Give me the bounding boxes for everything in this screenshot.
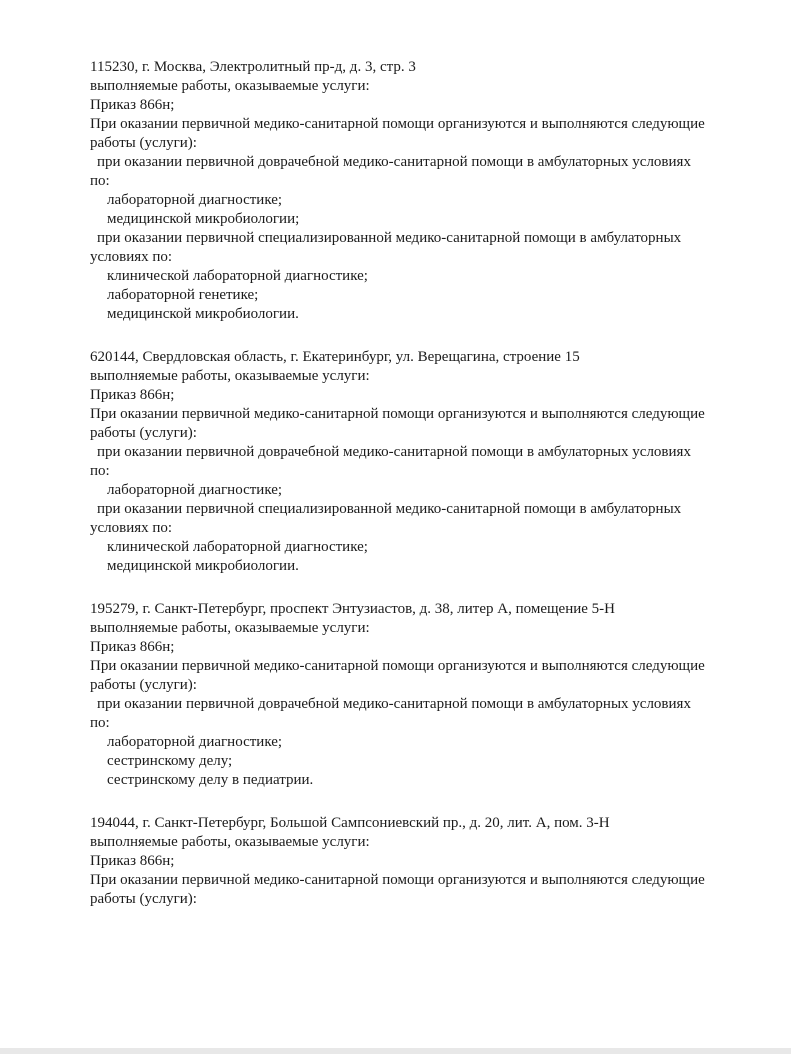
- service-text-line: при оказании первичной специализированной медико-санитарной помощи в амбулаторных: [97, 230, 682, 246]
- service-text-line: по:: [90, 173, 110, 189]
- address-service-block: [90, 58, 747, 324]
- service-text-line: лабораторной генетике;: [107, 287, 259, 303]
- document-text-area: [90, 58, 747, 933]
- service-text-line: выполняемые работы, оказываемые услуги:: [90, 834, 370, 850]
- service-text-line: при оказании первичной доврачебной медико-санитарной помощи в амбулаторных условиях: [97, 444, 691, 460]
- service-text-line: при оказании первичной доврачебной медико-санитарной помощи в амбулаторных условиях: [97, 154, 691, 170]
- service-text-line: клинической лабораторной диагностике;: [107, 539, 368, 555]
- service-text-line: Приказ 866н;: [90, 853, 175, 869]
- service-text-line: При оказании первичной медико-санитарной помощи организуются и выполняются следующие: [90, 872, 705, 888]
- service-text-line: Приказ 866н;: [90, 387, 175, 403]
- service-text-line: работы (услуги):: [90, 135, 197, 151]
- service-text-line: клинической лабораторной диагностике;: [107, 268, 368, 284]
- address-service-block: [90, 600, 747, 790]
- service-text-line: сестринскому делу;: [107, 753, 233, 769]
- service-text-line: выполняемые работы, оказываемые услуги:: [90, 368, 370, 384]
- service-text-line: работы (услуги):: [90, 425, 197, 441]
- service-text-line: лабораторной диагностике;: [107, 482, 283, 498]
- horizontal-scrollbar-track[interactable]: [0, 1048, 791, 1054]
- address-line: 195279, г. Санкт-Петербург, проспект Энтузиастов, д. 38, литер А, помещение 5-Н: [90, 601, 615, 617]
- service-text-line: условиях по:: [90, 520, 173, 536]
- address-service-block: [90, 348, 747, 576]
- service-text-line: медицинской микробиологии.: [107, 306, 299, 322]
- service-text-line: при оказании первичной доврачебной медико-санитарной помощи в амбулаторных условиях: [97, 696, 691, 712]
- service-text-line: выполняемые работы, оказываемые услуги:: [90, 78, 370, 94]
- service-text-line: сестринскому делу в педиатрии.: [107, 772, 314, 788]
- service-text-line: лабораторной диагностике;: [107, 192, 283, 208]
- service-text-line: При оказании первичной медико-санитарной помощи организуются и выполняются следующие: [90, 116, 705, 132]
- address-line: 115230, г. Москва, Электролитный пр-д, д. 3, стр. 3: [90, 59, 416, 75]
- service-text-line: медицинской микробиологии.: [107, 558, 299, 574]
- service-text-line: выполняемые работы, оказываемые услуги:: [90, 620, 370, 636]
- service-text-line: при оказании первичной специализированной медико-санитарной помощи в амбулаторных: [97, 501, 682, 517]
- service-text-line: медицинской микробиологии;: [107, 211, 300, 227]
- service-text-line: по:: [90, 463, 110, 479]
- service-text-line: по:: [90, 715, 110, 731]
- address-line: 194044, г. Санкт-Петербург, Большой Сампсониевский пр., д. 20, лит. А, пом. 3-Н: [90, 815, 610, 831]
- service-text-line: работы (услуги):: [90, 891, 197, 907]
- service-text-line: При оказании первичной медико-санитарной помощи организуются и выполняются следующие: [90, 658, 705, 674]
- service-text-line: Приказ 866н;: [90, 639, 175, 655]
- service-text-line: лабораторной диагностике;: [107, 734, 283, 750]
- service-text-line: работы (услуги):: [90, 677, 197, 693]
- service-text-line: условиях по:: [90, 249, 173, 265]
- service-text-line: Приказ 866н;: [90, 97, 175, 113]
- service-text-line: При оказании первичной медико-санитарной помощи организуются и выполняются следующие: [90, 406, 705, 422]
- address-service-block: [90, 814, 747, 909]
- address-line: 620144, Свердловская область, г. Екатеринбург, ул. Верещагина, строение 15: [90, 349, 580, 365]
